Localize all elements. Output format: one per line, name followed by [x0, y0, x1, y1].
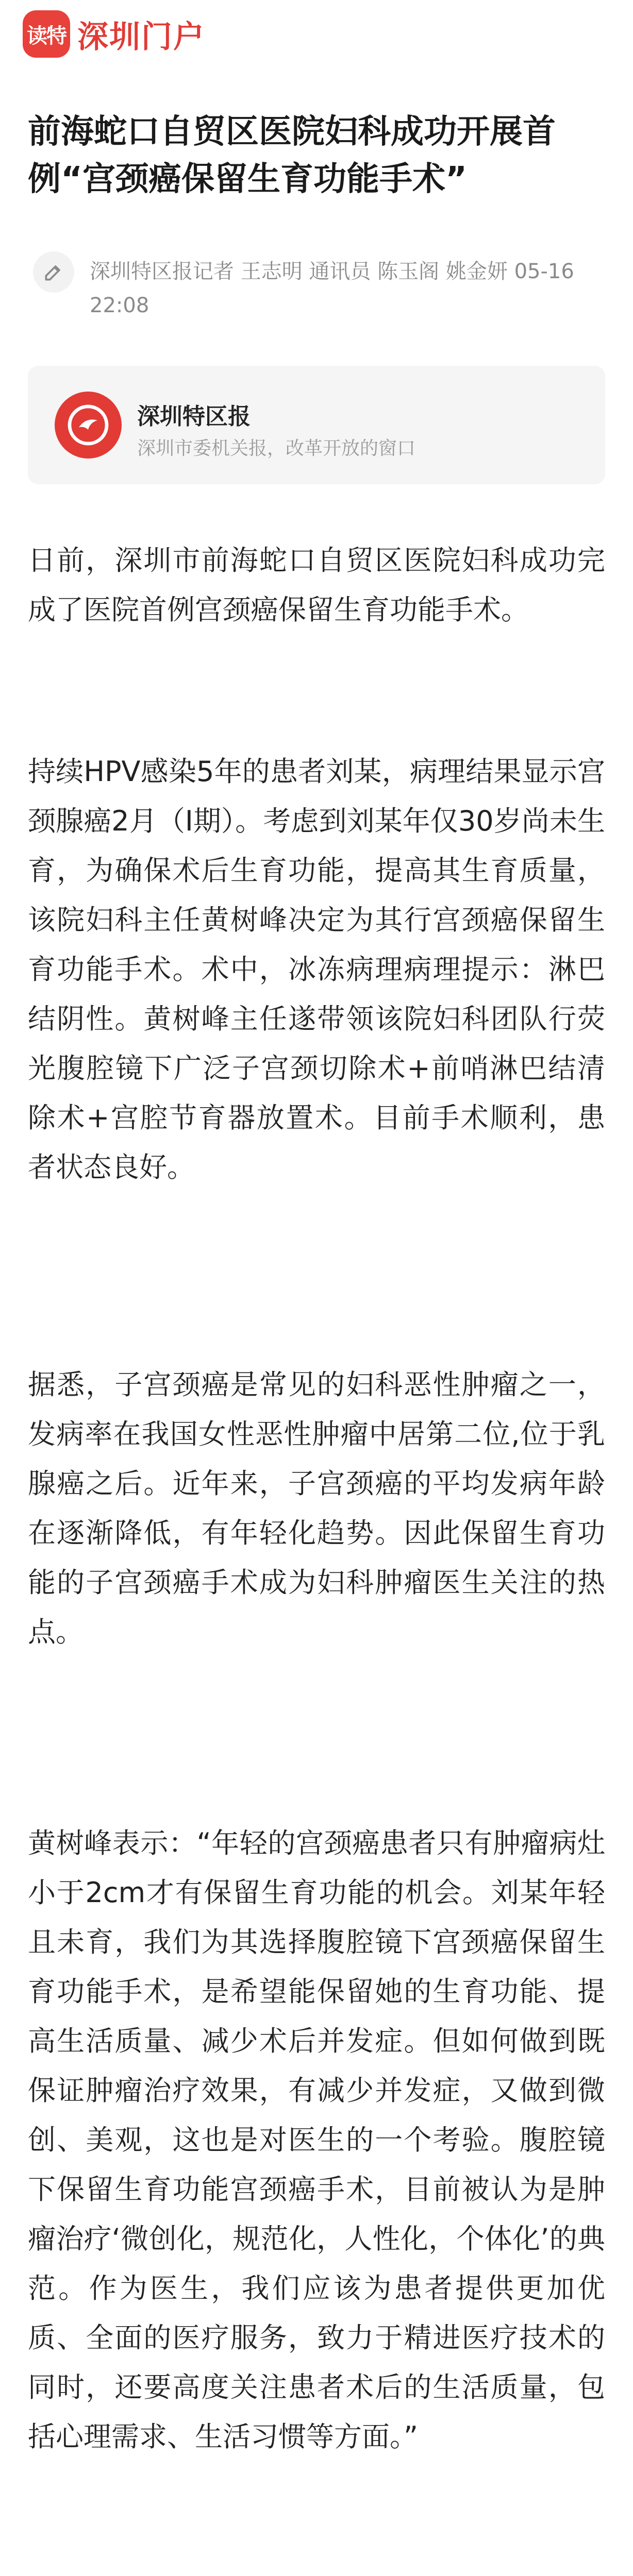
article-byline — [28, 247, 605, 330]
paragraph-4: 黄树峰表示：“年轻的宫颈癌患者只有肿瘤病灶小于2cm才有保留生育功能的机会。刘某年轻且未育，我们为其选择腹腔镜下宫颈癌保留生育功能手术，是希望能保留她的生育功能、提高生活质量、减少术后并发症。但如何做到既保证肿瘤治疗效果，有减少并发症，又做到微创、美观，这也是对医生的一个考验。腹腔镜下保留生育功能宫颈癌手术，目前被认为是肿瘤治疗‘微创化，规范化，人性化，个体化’的典范。作为医生，我们应该为患者提供更加优质、全面的医疗服务，致力于精进医疗技术的同时，还要高度关注患者术后的生活质量，包括心理需求、生活习惯等方面。” — [28, 1827, 605, 2453]
source-logo-icon — [55, 392, 122, 459]
source-name: 深圳特区报 — [137, 403, 251, 430]
source-card[interactable] — [28, 366, 605, 484]
article-title: 前海蛇口自贸区医院妇科成功开展首例“宫颈癌保留生育功能手术” — [28, 113, 556, 198]
app-logo-text[interactable]: 深圳门户 — [77, 19, 205, 55]
edit-pen-icon — [33, 251, 74, 293]
byline-authors: 深圳特区报记者 王志明 通讯员 陈玉阁 姚金妍 05-16 22:08 — [90, 260, 574, 317]
paragraph-3: 据悉，子宫颈癌是常见的妇科恶性肿瘤之一，发病率在我国女性恶性肿瘤中居第二位,位于乳腺癌之后。近年来，子宫颈癌的平均发病年龄在逐渐降低，有年轻化趋势。因此保留生育功能的子宫颈癌手术成为妇科肿瘤医生关注的热点。 — [28, 1368, 605, 1648]
source-description: 深圳市委机关报，改革开放的窗口 — [137, 438, 416, 459]
app-logo-badge[interactable]: 读特 — [23, 10, 70, 58]
paragraph-2: 持续HPV感染5年的患者刘某，病理结果显示宫颈腺癌2月（Ⅰ期）。考虑到刘某年仅30岁尚未生育，为确保术后生育功能，提高其生育质量，该院妇科主任黄树峰决定为其行宫颈癌保留生育功能手术。术中，冰冻病理病理提示：淋巴结阴性。黄树峰主任遂带领该院妇科团队行荧光腹腔镜下广泛子宫颈切除术+前哨淋巴结清除术+宫腔节育器放置术。目前手术顺利，患者状态良好。 — [28, 755, 605, 1183]
top-header — [0, 0, 633, 77]
paragraph-1: 日前，深圳市前海蛇口自贸区医院妇科成功完成了医院首例宫颈癌保留生育功能手术。 — [28, 544, 605, 626]
